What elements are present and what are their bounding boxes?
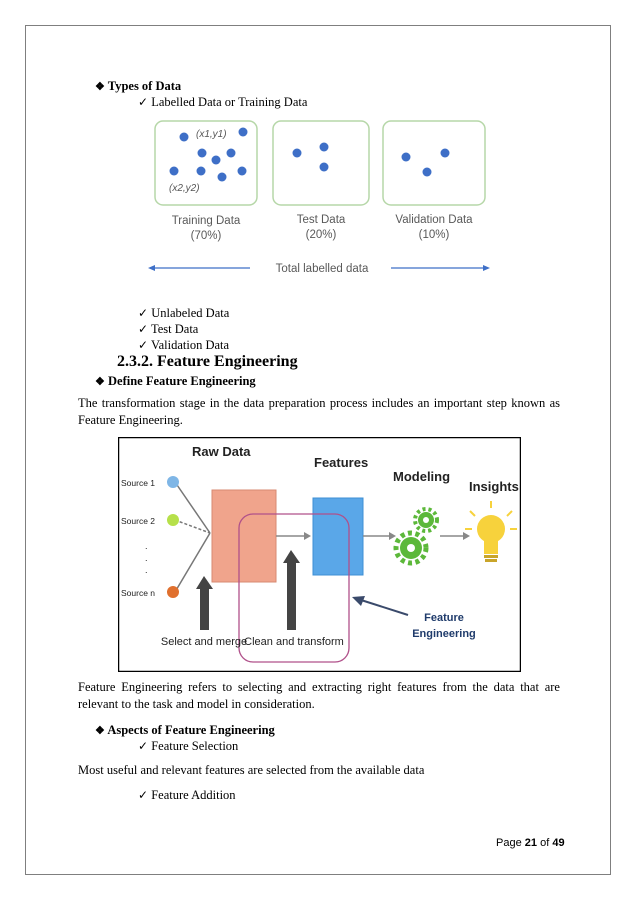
define-heading-text: Define Feature Engineering — [108, 374, 256, 388]
diamond-bullet-icon: ❖ — [95, 725, 105, 737]
test-data-box — [273, 121, 369, 205]
source-n-label: Source n — [121, 588, 156, 598]
total-pages: 49 — [552, 837, 565, 849]
aspects-heading-text: Aspects of Feature Engineering — [107, 723, 275, 737]
ellipsis-dot: . — [145, 541, 148, 551]
source-2-node — [167, 514, 179, 526]
validation-points — [402, 149, 450, 177]
test-data-label: Test Data — [296, 214, 346, 226]
feature-engineering-label-line1: Feature — [424, 612, 464, 624]
clean-transform-label: Clean and transform — [244, 636, 344, 648]
raw-data-label: Raw Data — [192, 444, 251, 459]
feature-engineering-label-line2: Engineering — [412, 628, 476, 640]
list-item — [138, 739, 238, 754]
aspects-heading — [95, 723, 275, 739]
check-icon: ✓ — [138, 788, 149, 802]
test-points — [293, 143, 329, 172]
list-item-label: Labelled Data or Training Data — [151, 95, 308, 109]
source-2-label: Source 2 — [121, 516, 156, 526]
check-icon: ✓ — [138, 322, 149, 336]
features-label: Features — [314, 455, 369, 470]
check-icon: ✓ — [138, 306, 149, 320]
current-page: 21 — [524, 837, 538, 849]
types-of-data-heading — [95, 79, 181, 95]
list-item — [138, 788, 236, 803]
point-label-x1y1: (x1,y1) — [196, 129, 227, 140]
check-icon: ✓ — [138, 95, 149, 109]
list-item — [138, 95, 307, 110]
modeling-label: Modeling — [393, 469, 451, 484]
training-data-label: Training Data — [171, 215, 241, 227]
features-box — [313, 498, 363, 575]
check-icon: ✓ — [138, 739, 149, 753]
source-n-node — [167, 586, 179, 598]
types-of-data-text: Types of Data — [107, 79, 182, 93]
list-item — [138, 322, 198, 337]
labelled-data-split-figure — [140, 115, 510, 280]
raw-data-box — [212, 490, 276, 582]
validation-data-pct: (10%) — [418, 229, 450, 241]
list-item — [138, 306, 229, 321]
diamond-bullet-icon: ❖ — [95, 376, 105, 388]
feature-engineering-paragraph: Feature Engineering refers to selecting and extracting right features from the data that are relevant to the task and model in consideration. — [78, 680, 560, 711]
point-label-x2y2: (x2,y2) — [169, 183, 200, 194]
list-item-label: Feature Addition — [151, 788, 236, 802]
source-1-label: Source 1 — [121, 478, 156, 488]
define-paragraph: The transformation stage in the data preparation process includes an important step known as Feature Engineering. — [78, 396, 560, 427]
define-heading — [95, 374, 256, 390]
source-1-node — [167, 476, 179, 488]
right-arrowhead — [483, 265, 490, 271]
diamond-bullet-icon: ❖ — [95, 81, 105, 93]
section-heading — [117, 353, 298, 371]
section-title: Feature Engineering — [157, 353, 298, 370]
training-data-pct: (70%) — [190, 230, 222, 242]
section-number: 2.3.2. — [117, 353, 153, 370]
select-merge-label: Select and merge — [160, 636, 248, 648]
ellipsis-dot: . — [145, 553, 148, 563]
insights-label: Insights — [469, 479, 519, 494]
list-item-label: Test Data — [150, 322, 199, 336]
validation-data-label: Validation Data — [395, 214, 473, 226]
feature-engineering-diagram — [118, 437, 521, 672]
validation-data-box — [383, 121, 485, 205]
list-item — [138, 338, 229, 353]
of-word: of — [540, 837, 550, 849]
list-item-label: Feature Selection — [151, 739, 239, 753]
aspects-paragraph: Most useful and relevant features are selected from the available data — [78, 763, 425, 777]
check-icon: ✓ — [138, 338, 149, 352]
test-data-pct: (20%) — [305, 229, 337, 241]
list-item-label: Unlabeled Data — [151, 306, 230, 320]
list-item-label: Validation Data — [150, 338, 230, 352]
page-number — [496, 837, 565, 849]
page-word: Page — [496, 837, 522, 849]
ellipsis-dot: . — [145, 565, 148, 575]
left-arrowhead — [148, 265, 155, 271]
total-labelled-data-label: Total labelled data — [275, 263, 369, 275]
